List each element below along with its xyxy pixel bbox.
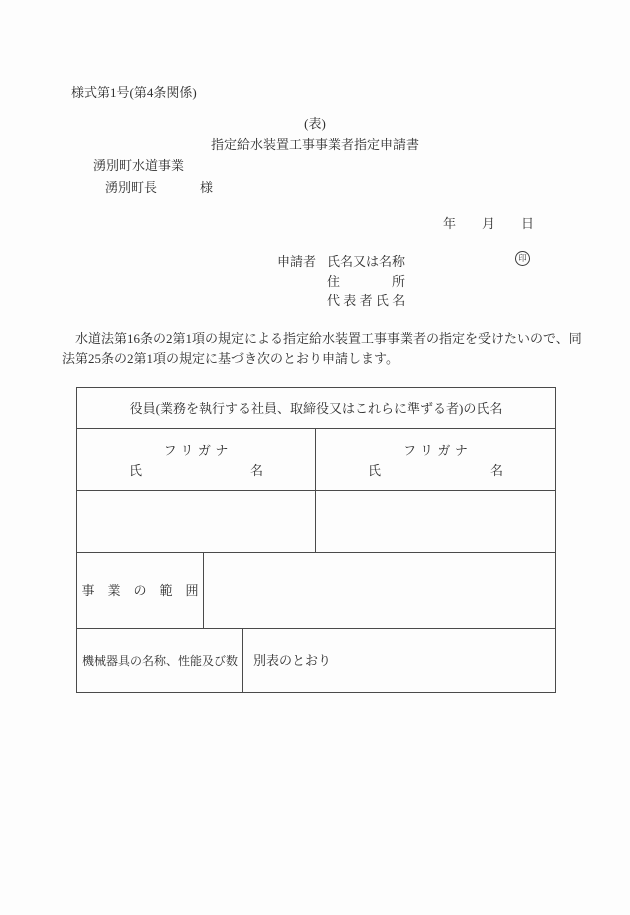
addressee-mayor: 湧別町長 (105, 180, 158, 195)
name-label-left (77, 461, 315, 481)
mei-char-left: 名 (249, 462, 263, 478)
addressee-honorific: 様 (200, 180, 214, 195)
date-line: 年 月 日 (443, 216, 535, 231)
side-label: (表) (304, 116, 326, 131)
machinery-label-cell (77, 629, 243, 692)
page-title: 指定給水装置工事事業者指定申請書 (210, 137, 419, 152)
applicant-address-label (327, 275, 405, 288)
form-number: 様式第1号(第4条関係) (71, 85, 197, 100)
applicant-block (277, 255, 547, 311)
seal-char: 印 (518, 253, 527, 264)
business-scope-label-cell (77, 553, 204, 628)
body-line-1: 水道法第16条の2第1項の規定による指定給水装置工事事業者の指定を受けたいので、同 (62, 331, 582, 346)
body-paragraph (62, 329, 582, 369)
business-scope-row (77, 552, 555, 628)
seal-mark-icon (515, 251, 530, 266)
sei-char-right: 氏 (368, 462, 382, 478)
business-scope-value-cell (204, 553, 555, 628)
application-table (76, 387, 556, 693)
name-header-cell-left (77, 429, 316, 490)
name-entry-cell-right (316, 491, 555, 552)
name-entry-row (77, 490, 555, 552)
name-entry-cell-left (77, 491, 316, 552)
name-header-cell-right (316, 429, 555, 490)
machinery-label: 機械器具の名称、性能及び数 (82, 653, 239, 668)
machinery-row (77, 628, 555, 692)
address-char-left: 住 (327, 274, 341, 289)
furigana-label-right: フリガナ (403, 442, 473, 458)
officers-header-label: 役員(業務を執行する社員、取締役又はこれらに準ずる者)の氏名 (129, 400, 503, 416)
addressee-utility: 湧別町水道事業 (93, 158, 185, 173)
officers-header-row (77, 388, 555, 428)
applicant-label: 申請者 (277, 254, 317, 269)
mei-char-right: 名 (489, 462, 503, 478)
furigana-label-left: フリガナ (163, 442, 233, 458)
machinery-value-cell (243, 629, 555, 692)
applicant-representative-label: 代表者氏名 (327, 293, 409, 308)
applicant-name-label: 氏名又は名称 (327, 254, 406, 269)
address-char-right: 所 (391, 274, 405, 289)
name-header-row (77, 428, 555, 490)
business-scope-label: 事 業 の 範 囲 (81, 583, 199, 598)
addressee-line (105, 181, 213, 194)
machinery-value: 別表のとおり (253, 653, 332, 668)
sei-char-left: 氏 (129, 462, 143, 478)
body-line-2: 法第25条の2第1項の規定に基づき次のとおり申請します。 (62, 351, 399, 366)
name-label-right (316, 461, 555, 481)
